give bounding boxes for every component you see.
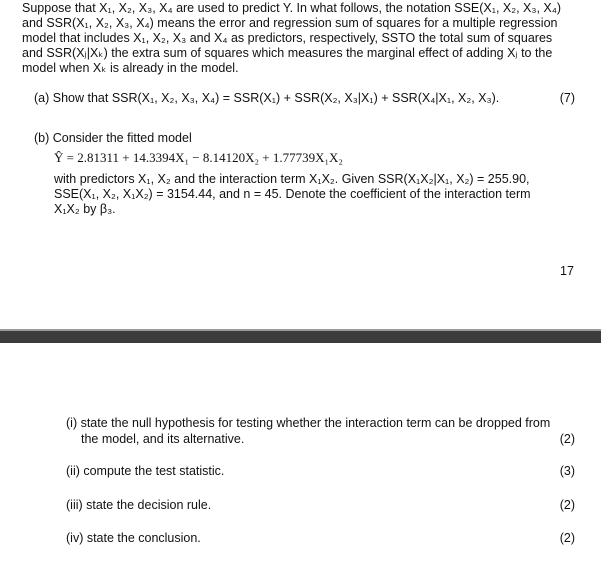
question-iii: (iii) state the decision rule. <box>66 498 212 512</box>
question-i-line-2: the model, and its alternative. <box>81 432 245 446</box>
question-iii-marks: (2) <box>559 498 575 512</box>
question-i-line-1: (i) state the null hypothesis for testing whether the interaction term can be dropped from <box>66 416 551 430</box>
question-iv: (iv) state the conclusion. <box>66 531 201 545</box>
intro-line-2: and SSR(X₁, X₂, X₃, X₄) means the error and regression sum of squares for a multiple regression <box>22 16 558 30</box>
fitted-model-equation: Ŷ = 2.81311 + 14.3394X₁ − 8.14120X₂ + 1.77739X₁X₂ <box>54 150 343 165</box>
page-separator <box>0 331 601 343</box>
intro-line-5: model when Xₖ is already in the model. <box>22 61 239 75</box>
part-b-intro: (b) Consider the fitted model <box>34 131 192 145</box>
part-a-marks: (7) <box>559 91 575 105</box>
part-a-text: (a) Show that SSR(X₁, X₂, X₃, X₄) = SSR(X₁) + SSR(X₂, X₃|X₁) + SSR(X₄|X₁, X₂, X₃). <box>34 91 500 105</box>
question-i-marks: (2) <box>559 432 575 446</box>
question-ii: (ii) compute the test statistic. <box>66 464 225 478</box>
intro-line-4: and SSR(Xⱼ|Xₖ) the extra sum of squares which measures the marginal effect of adding Xⱼ to the <box>22 46 553 60</box>
intro-line-3: model that includes X₁, X₂, X₃ and X₄ as predictors, respectively, SSTO the total sum of squares <box>22 31 553 45</box>
intro-line-1: Suppose that X₁, X₂, X₃, X₄ are used to predict Y. In what follows, the notation SSE(X₁, X₂, X₃, X₄) <box>22 1 562 15</box>
question-ii-marks: (3) <box>559 464 575 478</box>
part-b-line-2: SSE(X₁, X₂, X₁X₂) = 3154.44, and n = 45. Denote the coefficient of the interaction term <box>54 187 531 201</box>
page-number: 17 <box>560 264 574 278</box>
part-b-line-1: with predictors X₁, X₂ and the interaction term X₁X₂. Given SSR(X₁X₂|X₁, X₂) = 255.90, <box>54 172 530 186</box>
question-iv-marks: (2) <box>559 531 575 545</box>
part-b-line-3: X₁X₂ by β₃. <box>54 202 116 216</box>
